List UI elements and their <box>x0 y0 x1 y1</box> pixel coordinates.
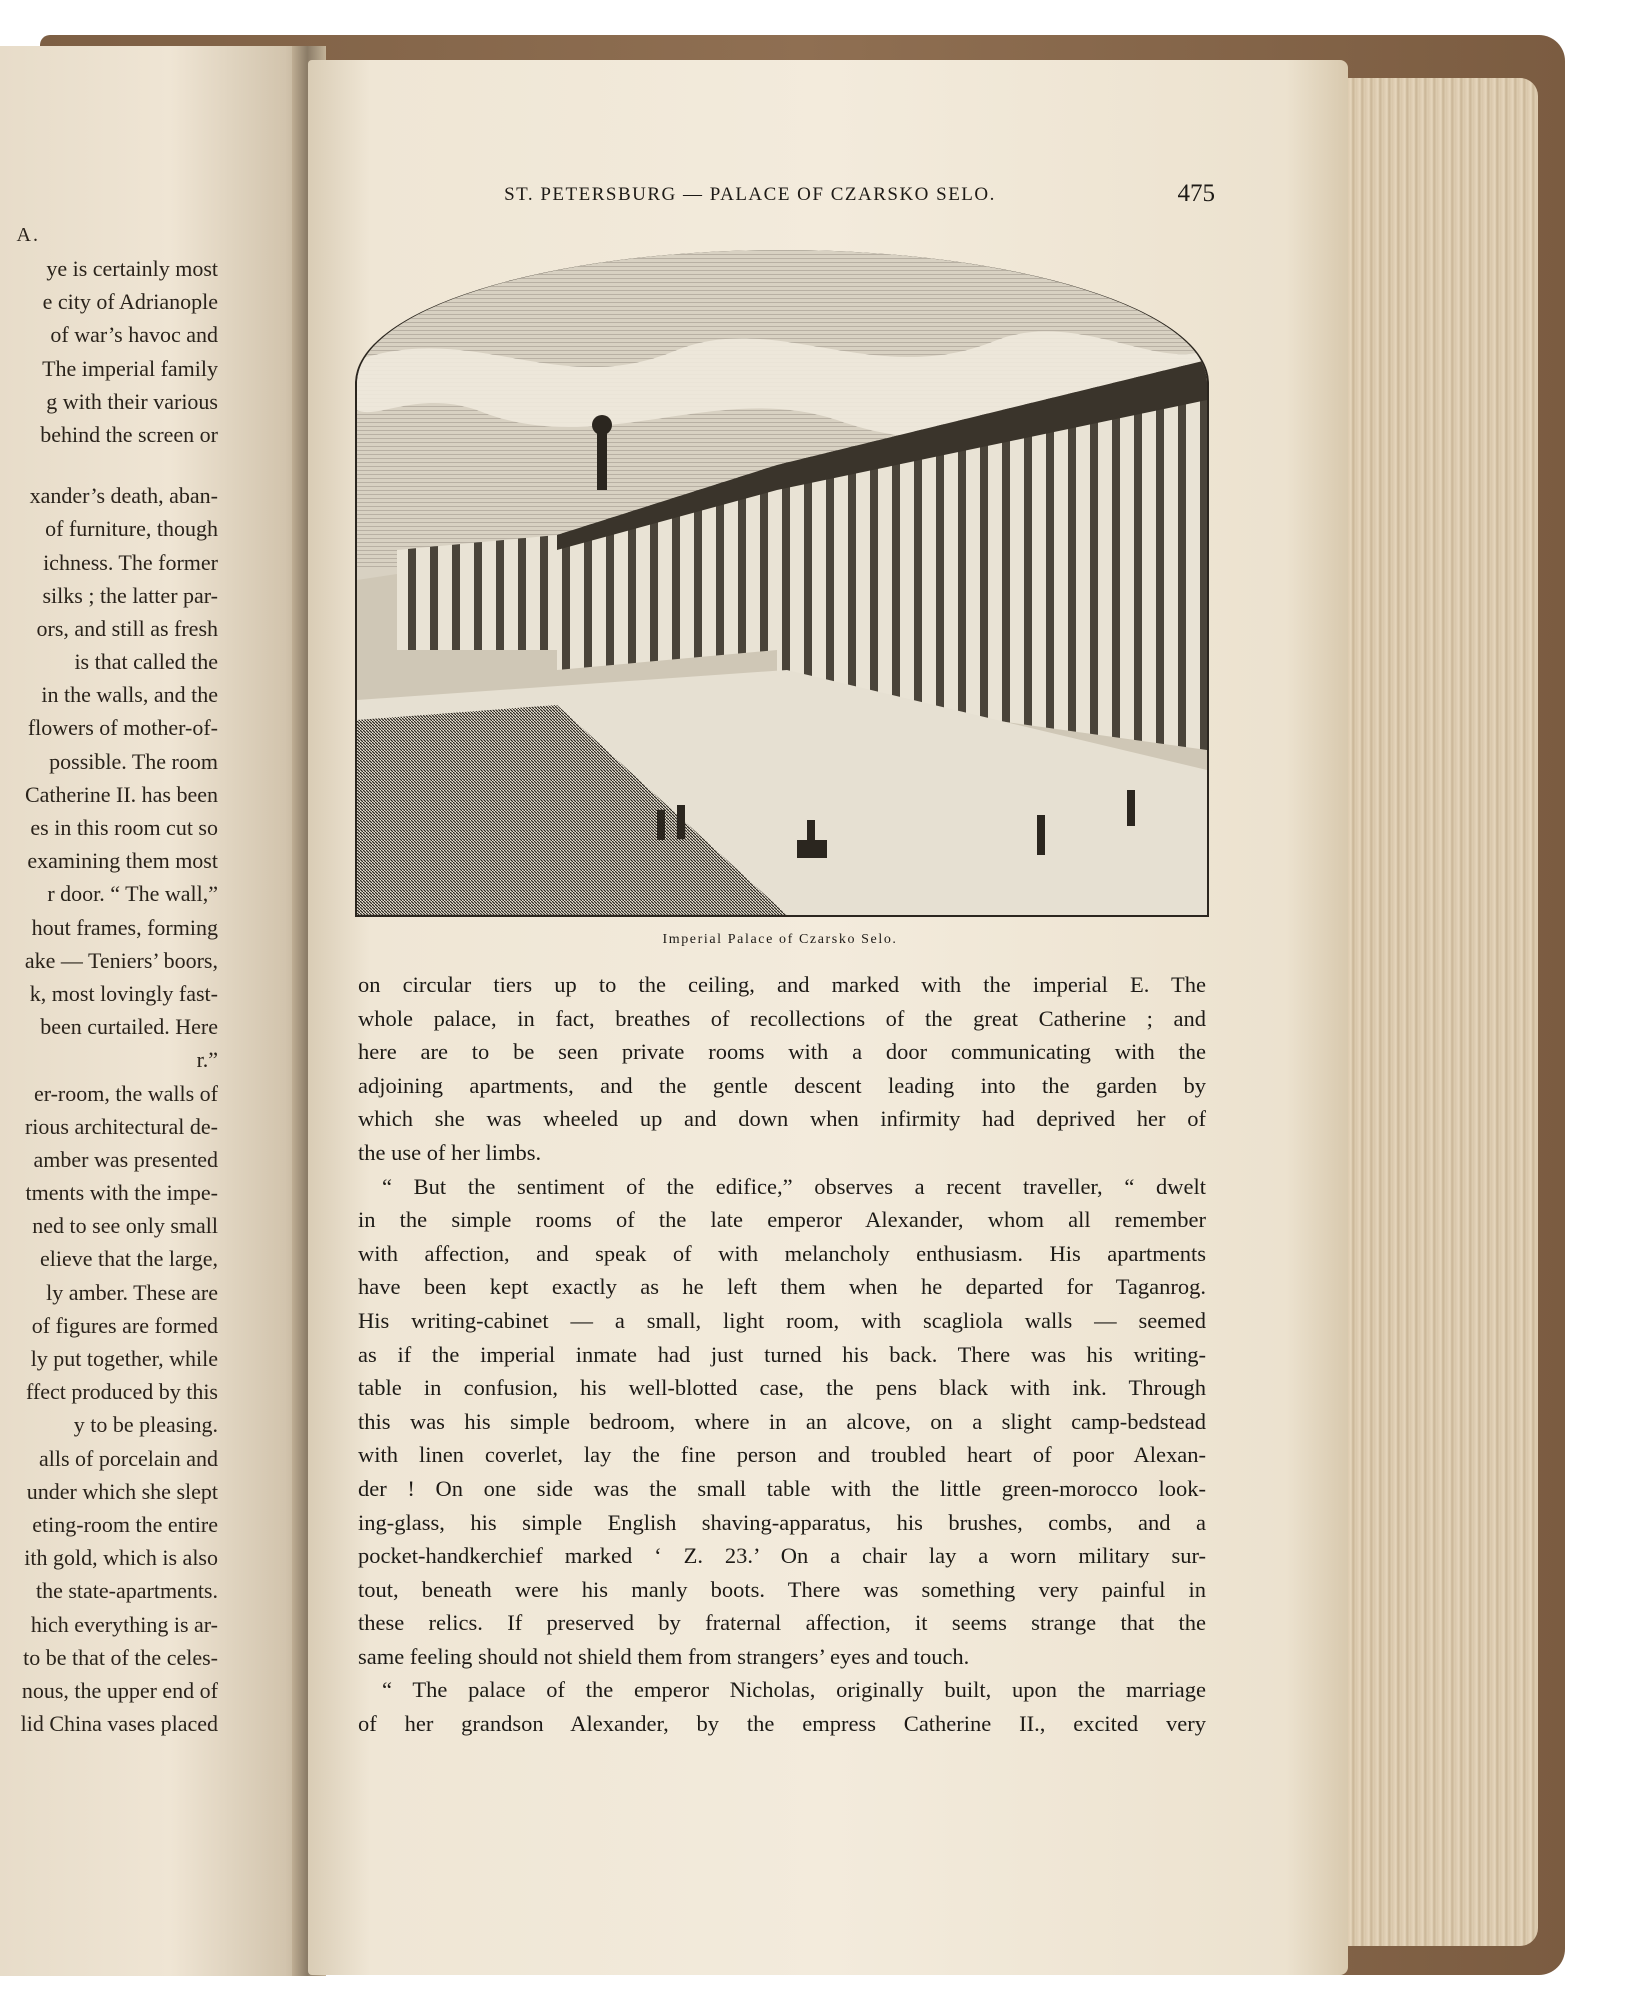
left-text-line: examining them most <box>27 848 218 874</box>
left-text-line: nous, the upper end of <box>21 1677 218 1703</box>
text-line: “ But the sentiment of the edifice,” observes a recent traveller, “ dwelt <box>382 1173 1206 1199</box>
left-text-line: behind the screen or <box>40 421 218 447</box>
left-text-line: the state-apartments. <box>35 1578 218 1604</box>
left-text-line: amber was presented <box>33 1146 218 1172</box>
text-line: the use of her limbs. <box>358 1139 542 1165</box>
right-page-text <box>358 968 1206 1741</box>
text-line: der ! On one side was the small table with the little green-morocco look- <box>358 1475 1206 1501</box>
left-text-line: r door. “ The wall,” <box>47 881 218 907</box>
palace-engraving <box>355 250 1209 917</box>
text-line: this was his simple bedroom, where in an alcove, on a slight camp-bedstead <box>358 1408 1206 1434</box>
left-text-line: ly amber. These are <box>46 1279 218 1305</box>
left-text-line <box>0 451 218 479</box>
left-text-line: The imperial family <box>42 355 218 381</box>
page-edges <box>1338 78 1538 1946</box>
running-head: ST. PETERSBURG — PALACE OF CZARSKO SELO. <box>504 184 996 205</box>
left-text-line: of figures are formed <box>31 1312 218 1338</box>
text-line: here are to be seen private rooms with a door communicating with the <box>358 1039 1206 1065</box>
left-text-line: r.” <box>196 1047 218 1073</box>
left-text-line: hout frames, forming <box>31 914 218 940</box>
left-text-line: possible. The room <box>49 748 218 774</box>
text-line: adjoining apartments, and the gentle descent leading into the garden by <box>358 1072 1206 1098</box>
text-line: on circular tiers up to the ceiling, and marked with the imperial E. The <box>358 972 1206 997</box>
left-text-line: g with their various <box>46 388 218 414</box>
left-text-line: been curtailed. Here <box>40 1014 218 1040</box>
left-text-line: ffect produced by this <box>25 1379 218 1405</box>
text-line: these relics. If preserved by fraternal affection, it seems strange that the <box>358 1610 1206 1636</box>
left-text-line: y to be pleasing. <box>73 1412 218 1438</box>
left-text-line: in the walls, and the <box>41 682 218 708</box>
left-page <box>0 46 310 1976</box>
page-number: 475 <box>1177 180 1215 207</box>
left-text-line: hich everything is ar- <box>30 1611 218 1637</box>
left-text-line: ichness. The former <box>43 549 218 575</box>
left-text-line: ye is certainly most <box>46 256 218 281</box>
left-text-line: xander’s death, aban- <box>29 483 218 509</box>
left-text-line: ors, and still as fresh <box>36 615 218 641</box>
text-line: with affection, and speak of with melancholy enthusiasm. His apartments <box>358 1240 1206 1266</box>
engraving-caption: Imperial Palace of Czarsko Selo. <box>662 932 898 947</box>
text-line: table in confusion, his well-blotted case, the pens black with ink. Through <box>358 1375 1206 1401</box>
left-text-line: ned to see only small <box>32 1213 218 1239</box>
left-text-line: Catherine II. has been <box>24 781 218 807</box>
left-text-line: under which she slept <box>26 1478 218 1504</box>
left-text-line: of war’s havoc and <box>50 322 218 348</box>
left-text-line: to be that of the celes- <box>23 1644 218 1670</box>
left-text-line: ith gold, which is also <box>24 1545 218 1571</box>
left-text-line: flowers of mother-of- <box>27 715 218 741</box>
left-text-line: alls of porcelain and <box>39 1445 218 1471</box>
left-text-line: ly put together, while <box>30 1346 218 1371</box>
left-text-line: silks ; the latter par- <box>42 582 218 608</box>
text-line: His writing-cabinet — a small, light room, with scagliola walls — seemed <box>358 1307 1206 1333</box>
text-line: “ The palace of the emperor Nicholas, originally built, upon the marriage <box>382 1677 1206 1703</box>
left-text-line: es in this room cut so <box>30 815 218 840</box>
text-line: pocket-handkerchief marked ‘ Z. 23.’ On a chair lay a worn military sur- <box>358 1543 1206 1569</box>
left-text-line: e city of Adrianople <box>42 289 218 315</box>
left-text-line: rious architectural de- <box>24 1113 218 1139</box>
text-line: ing-glass, his simple English shaving-apparatus, his brushes, combs, and a <box>358 1509 1206 1535</box>
left-text-line: ake — Teniers’ boors, <box>24 947 218 973</box>
text-line: tout, beneath were his manly boots. There was something very painful in <box>358 1576 1206 1602</box>
text-line: with linen coverlet, lay the fine person and troubled heart of poor Alexan- <box>358 1442 1206 1468</box>
text-line: in the simple rooms of the late emperor Alexander, whom all remember <box>358 1207 1206 1233</box>
text-line: same feeling should not shield them from strangers’ eyes and touch. <box>358 1643 970 1669</box>
text-line: of her grandson Alexander, by the empress Catherine II., excited very <box>358 1711 1206 1737</box>
left-text-line: lid China vases placed <box>20 1711 218 1737</box>
text-line: as if the imperial inmate had just turned his back. There was his writing- <box>358 1341 1206 1367</box>
text-line: whole palace, in fact, breathes of recollections of the great Catherine ; and <box>358 1005 1206 1031</box>
left-text-line: elieve that the large, <box>40 1246 218 1272</box>
left-page-text <box>0 252 218 1740</box>
left-text-line: of furniture, though <box>45 516 218 542</box>
text-line: which she was wheeled up and down when infirmity had deprived her of <box>358 1106 1206 1132</box>
left-running-head: A. <box>16 224 40 246</box>
left-text-line: k, most lovingly fast- <box>29 980 218 1006</box>
left-text-line: tments with the impe- <box>25 1180 218 1206</box>
left-text-line: er-room, the walls of <box>33 1080 218 1106</box>
text-line: have been kept exactly as he left them when he departed for Taganrog. <box>358 1274 1206 1300</box>
left-text-line: eting-room the entire <box>32 1511 218 1537</box>
left-text-line: is that called the <box>74 649 218 675</box>
